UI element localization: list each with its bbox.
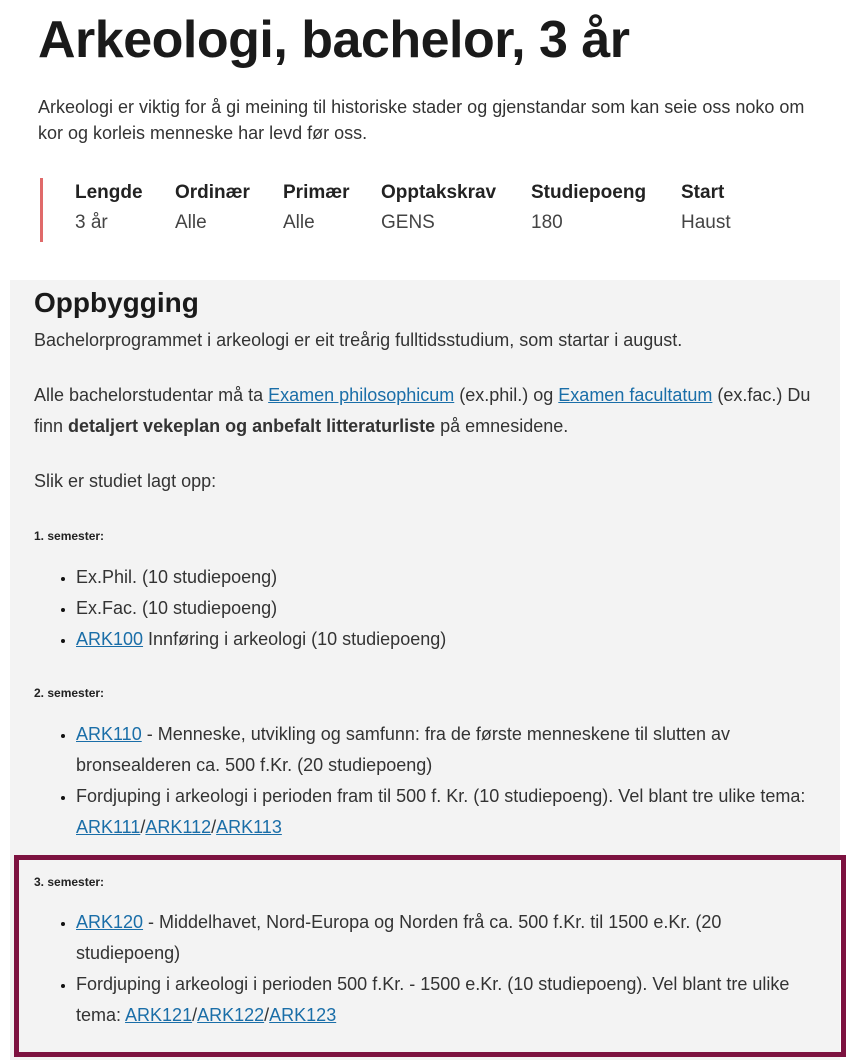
intro-text: Arkeologi er viktig for å gi meining til historiske stader og gjenstandar som kan seie oss noko om kor og korleis menneske har levd før oss.: [38, 97, 805, 143]
list-item-text: Fordjuping i arkeologi i perioden 500 f.Kr. - 1500 e.Kr. (10 studiepoeng). Vel blant tre ulike tema:: [76, 974, 790, 1025]
list-item: [76, 562, 826, 593]
list-item-text: Fordjuping i arkeologi i perioden fram til 500 f. Kr. (10 studiepoeng). Vel blant tre ulike tema:: [76, 786, 806, 806]
course-link-ark122[interactable]: ARK122: [197, 1005, 265, 1025]
examen-philosophicum-link[interactable]: Examen philosophicum: [268, 385, 455, 405]
course-link-ark112[interactable]: ARK112: [145, 817, 212, 837]
fact-primary: [283, 178, 381, 242]
requirements-bold: detaljert vekeplan og anbefalt litteraturliste: [68, 416, 436, 436]
list-item: • Fordjuping i arkeologi i perioden 500 f.Kr. - 1500 e.Kr. (10 studiepoeng). Vel blant tre ulike tema: ARK121/ARK122/ARK123: [76, 969, 826, 1031]
fact-value: Alle: [175, 212, 207, 233]
fact-label: Studiepoeng: [531, 182, 647, 203]
semester-3-title: 3. semester:: [34, 875, 105, 889]
structure-title: Oppbygging: [34, 287, 199, 318]
list-item-text: Ex.Phil. (10 studiepoeng): [76, 567, 278, 587]
semester-2-title: 2. semester:: [34, 686, 105, 700]
list-item-text: - Menneske, utvikling og samfunn: fra de første menneskene til slutten av bronsealderen ca. 500 f.Kr. (20 studiepoeng): [76, 724, 731, 775]
fact-length: [43, 178, 175, 242]
structure-layout-intro: Slik er studiet lagt opp:: [34, 471, 217, 491]
requirements-mid1: (ex.phil.) og: [454, 385, 559, 405]
fact-start: [681, 178, 761, 242]
list-item: [76, 907, 826, 969]
semester-2-list: [34, 719, 826, 843]
list-item: [76, 719, 826, 781]
semester-1-list: [34, 562, 826, 655]
semester-3-list: [34, 907, 826, 1031]
fact-value: 3 år: [75, 212, 108, 233]
course-link-ark121[interactable]: ARK121: [125, 1005, 193, 1025]
list-item: [76, 593, 826, 624]
fact-value: GENS: [381, 212, 435, 233]
course-link-ark123[interactable]: ARK123: [269, 1005, 337, 1025]
fact-label: Primær: [283, 182, 350, 203]
course-link-ark113[interactable]: ARK113: [216, 817, 282, 837]
page-title: Arkeologi, bachelor, 3 år: [38, 11, 630, 69]
examen-facultatum-link[interactable]: Examen facultatum: [558, 385, 713, 405]
fact-ordinary: [175, 178, 283, 242]
course-link-ark111[interactable]: ARK111: [76, 817, 141, 837]
fact-credits: [531, 178, 681, 242]
list-item-text: - Middelhavet, Nord-Europa og Norden frå ca. 500 f.Kr. til 1500 e.Kr. (20 studiepoeng): [76, 912, 722, 963]
course-link-ark120[interactable]: ARK120: [76, 912, 144, 932]
list-item-text: Ex.Fac. (10 studiepoeng): [76, 598, 278, 618]
course-link-ark110[interactable]: ARK110: [76, 724, 142, 744]
requirements-prefix: Alle bachelorstudentar må ta: [34, 385, 269, 405]
course-link-ark100[interactable]: ARK100: [76, 629, 144, 649]
program-facts: [40, 178, 761, 242]
fact-admission-requirements: [381, 178, 531, 242]
fact-label: Lengde: [75, 182, 143, 203]
fact-value: Alle: [283, 212, 315, 233]
fact-label: Ordinær: [175, 182, 250, 203]
structure-intro: Bachelorprogrammet i arkeologi er eit treårig fulltidsstudium, som startar i august.: [34, 330, 683, 350]
structure-requirements: [34, 380, 824, 442]
list-item: • Fordjuping i arkeologi i perioden fram til 500 f. Kr. (10 studiepoeng). Vel blant tre ulike tema: ARK111/ARK112/ARK113: [76, 781, 826, 843]
list-item-text: Innføring i arkeologi (10 studiepoeng): [143, 629, 447, 649]
semester-1-title: 1. semester:: [34, 529, 105, 543]
fact-label: Start: [681, 182, 725, 203]
fact-value: 180: [531, 212, 563, 233]
fact-value: Haust: [681, 212, 731, 233]
requirements-suffix: på emnesidene.: [435, 416, 569, 436]
requirements-mid2: (ex.fac.) Du finn: [34, 385, 811, 436]
list-item: [76, 624, 826, 655]
fact-label: Opptakskrav: [381, 182, 497, 203]
